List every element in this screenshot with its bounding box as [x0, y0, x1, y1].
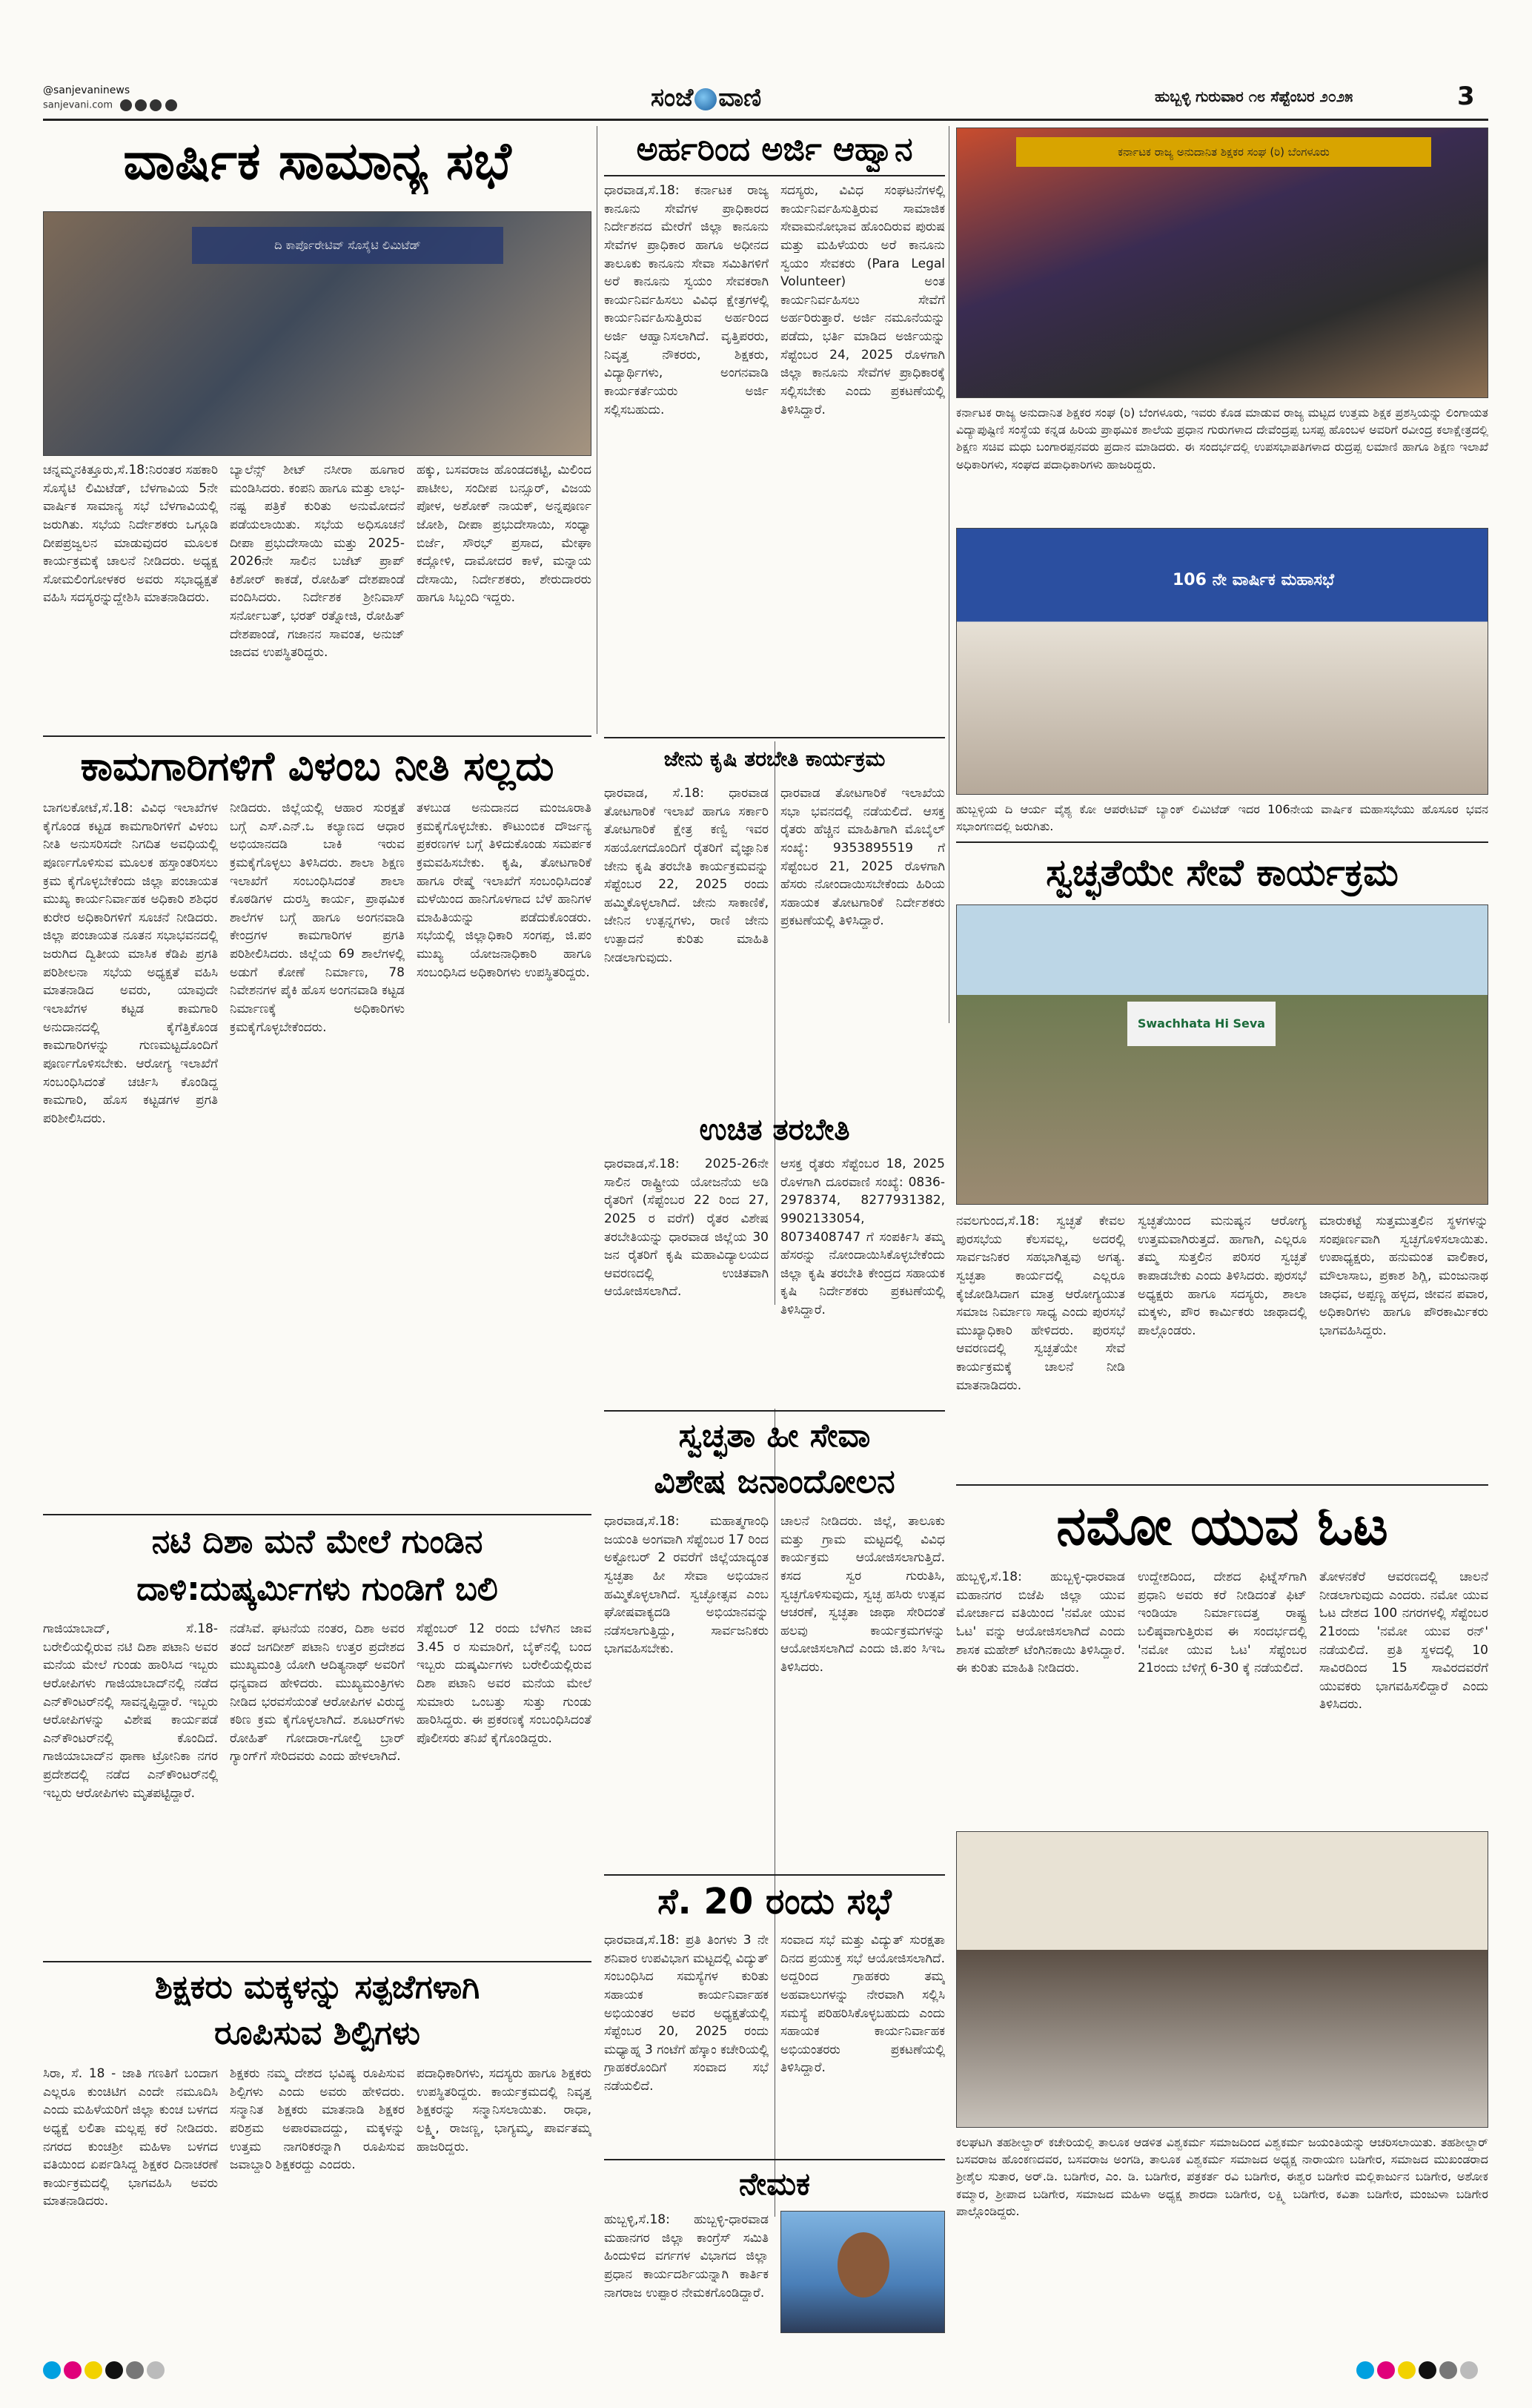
section-rule [604, 737, 945, 738]
color-registration-left [43, 2361, 168, 2382]
works-delay-col1: ಬಾಗಲಕೋಟೆ,ಸೆ.18: ವಿವಿಧ ಇಲಾಖೆಗಳ ಕೈಗೊಂಡ ಕಟ್ಟಡ ಕಾಮಗಾರಿಗಳಿಗೆ ವಿಳಂಬ ನೀತಿ ಅನುಸರಿಸದೇ ನಿಗದಿತ ಅವಧಿಯಲ್ಲಿ ಪೂರ್ಣಗೊಳಿಸುವ ಮೂಲಕ ಹಸ್ತಾಂತರಿಸಲು ಕ್ರಮ ಕೈಗೊಳ್ಳಬೇಕೆಂದು ಜಿಲ್ಲಾ ಪಂಚಾಯತ ಮುಖ್ಯ ಕಾರ್ಯನಿರ್ವಾಹಕ ಅಧಿಕಾರಿ ಶಶಿಧರ ಕುರೇರ ಅಧಿಕಾರಿಗಳಿಗೆ ಸೂಚನೆ ನೀಡಿದರು. ಜಿಲ್ಲಾ ಪಂಚಾಯತ ನೂತನ ಸಭಾಭವನದಲ್ಲಿ ಜರುಗಿದ ದ್ವಿತೀಯ ಮಾಸಿಕ ಕೆಡಿಪಿ ಪ್ರಗತಿ ಪರಿಶೀಲನಾ ಸಭೆಯ ಅಧ್ಯಕ್ಷತೆ ವಹಿಸಿ ಮಾತನಾಡಿದ ಅವರು, ಯಾವುದೇ ಇಲಾಖೆಗಳ ಕಟ್ಟಡ ಕಾಮಗಾರಿ ಅನುದಾನದಲ್ಲಿ ಕೈಗೆತ್ತಿಕೊಂಡ ಕಾಮಗಾರಿಗಳನ್ನು ಗುಣಮಟ್ಟದೊಂದಿಗೆ ಪೂರ್ಣಗೊಳಿಸಬೇಕು. ಆರೋಗ್ಯ ಇಲಾಖೆಗೆ ಸಂಬಂಧಿಸಿದಂತೆ ಚರ್ಚಿಸಿ ಕೊಂಡಿದ್ದ ಕಾಮಗಾರಿ, ಹೊಸ ಕಟ್ಟಡಗಳ ಪ್ರಗತಿ ಪರಿಶೀಲಿಸಿದರು. [43, 801, 218, 1126]
masthead-rule [43, 119, 1488, 121]
section-rule [956, 1484, 1488, 1486]
paper-logo [651, 83, 761, 113]
instagram-icon[interactable] [150, 99, 162, 111]
light-gray-dot [147, 2361, 165, 2379]
headline-appointment: ನೇಮಕ [739, 2166, 810, 2202]
headline-applications: ಅರ್ಹರಿಂದ ಅರ್ಜಿ ಆಹ್ವಾನ [636, 130, 913, 168]
headline-actress-home-line2: ದಾಳಿ:ದುಷ್ಕರ್ಮಿಗಳು ಗುಂಡಿಗೆ ಬಲಿ [136, 1570, 498, 1608]
globe-icon [694, 88, 717, 110]
magenta-dot [1377, 2361, 1395, 2379]
namo-yuva-col2: ಉದ್ದೇಶದಿಂದ, ದೇಶದ ಫಿಟ್ನೆಸ್‌ಗಾಗಿ ಪ್ರಧಾನಿ ಅವರು ಕರೆ ನೀಡಿದಂತೆ ಫಿಟ್ ಇಂಡಿಯಾ ನಿರ್ಮಾಣದತ್ತ ರಾಷ್ಟ್ರ ಬಲಿಷ್ಠವಾಗುತ್ತಿರುವ ಈ ಸಂದರ್ಭದಲ್ಲಿ 'ನಮೋ ಯುವ ಓಟ' ಸೆಪ್ಟೆಂಬರ 21ರಂದು ಬೆಳಿಗ್ಗೆ 6-30 ಕ್ಕೆ ನಡೆಯಲಿದೆ. [1138, 1570, 1307, 1676]
gray-dot [126, 2361, 144, 2379]
teachers-col3: ಪದಾಧಿಕಾರಿಗಳು, ಸದಸ್ಯರು ಹಾಗೂ ಶಿಕ್ಷಕರು ಉಪಸ್ಥಿತರಿದ್ದರು. ಕಾರ್ಯಕ್ರಮದಲ್ಲಿ ನಿವೃತ್ತ ಶಿಕ್ಷಕರನ್ನು ಸನ್ಮಾನಿಸಲಾಯಿತು. ರಾಧಾ, ಲಕ್ಷ್ಮಿ, ರಾಜಣ್ಣ, ಭಾಗ್ಯಮ್ಮ, ಪಾರ್ವತಮ್ಮ ಹಾಜರಿದ್ದರು. [417, 2066, 591, 2154]
anniversary-banner [1120, 558, 1387, 603]
photo-banner [192, 227, 503, 264]
headline-cleanliness-service: ಸ್ವಚ್ಛತೆಯೇ ಸೇವೆ ಕಾರ್ಯಕ್ರಮ [1046, 851, 1399, 894]
award-banner-text: ಕರ್ನಾಟಕ ರಾಜ್ಯ ಅನುದಾನಿತ ಶಿಕ್ಷಕರ ಸಂಘ (ರಿ) ಬೆಂಗಳೂರು [1118, 145, 1330, 159]
section-rule [43, 735, 591, 737]
namo-yuva-col3: ತೋಳನಕೆರೆ ಆವರಣದಲ್ಲಿ ಚಾಲನೆ ನೀಡಲಾಗುವುದು ಎಂದರು. ನಮೋ ಯುವ ಓಟ ದೇಶದ 100 ನಗರಗಳಲ್ಲಿ ಸೆಪ್ಟೆಂಬರ 21ರಂದು 'ನಮೋ ಯುವ ರನ್' ನಡೆಯಲಿದೆ. ಪ್ರತಿ ಸ್ಥಳದಲ್ಲಿ 10 ಸಾವಿರದಿಂದ 15 ಸಾವಿರದವರೆಗೆ ಯುವಕರು ಭಾಗವಹಿಸಲಿದ್ದಾರೆ ಎಂದು ತಿಳಿಸಿದರು. [1319, 1570, 1488, 1713]
teachers-col1: ಸಿರಾ, ಸೆ. 18 - ಜಾತಿ ಗಣತಿಗೆ ಬಂದಾಗ ಎಲ್ಲರೂ ಕುಂಚಿಟಿಗ ಎಂದೇ ನಮೂದಿಸಿ ಎಂದು ಮಹಿಳೆಯರಿಗೆ ಜಿಲ್ಲಾ ಕುಂಚ ಬಳಗದ ಅಧ್ಯಕ್ಷೆ ಲಲಿತಾ ಮಲ್ಲಪ್ಪ ಕರೆ ನೀಡಿದರು. ನಗರದ ಕುಂಚಶ್ರೀ ಮಹಿಳಾ ಬಳಗದ ವತಿಯಿಂದ ಏರ್ಪಡಿಸಿದ್ದ ಶಿಕ್ಷಕರ ದಿನಾಚರಣೆ ಕಾರ್ಯಕ್ರಮದಲ್ಲಿ ಭಾಗವಹಿಸಿ ಅವರು ಮಾತನಾಡಿದರು. [43, 2066, 218, 2209]
youtube-icon[interactable] [165, 99, 177, 111]
masthead [43, 83, 1488, 116]
works-delay-col3: ತಳಬುಡ ಅನುದಾನದ ಮಂಜೂರಾತಿ ಕ್ರಮಕೈಗೊಳ್ಳಬೇಕು. ಕೌಟುಂಬಿಕ ದೌರ್ಜನ್ಯ ಪ್ರಕರಣಗಳ ಬಗ್ಗೆ ತಿಳಿದುಕೊಂಡು ಸಮರ್ಪಕ ಕ್ರಮವಹಿಸಬೇಕು. ಕೃಷಿ, ತೋಟಗಾರಿಕೆ ಹಾಗೂ ರೇಷ್ಮೆ ಇಲಾಖೆಗೆ ಸಂಬಂಧಿಸಿದಂತೆ ಮಳೆಯಿಂದ ಹಾನಿಗೊಳಗಾದ ಬೆಳೆ ಹಾನಿಗಳ ಮಾಹಿತಿಯನ್ನು ಪಡೆದುಕೊಂಡರು. ಸಭೆಯಲ್ಲಿ ಜಿಲ್ಲಾಧಿಕಾರಿ ಸಂಗಪ್ಪ, ಜಿ.ಪಂ ಮುಖ್ಯ ಯೋಜನಾಧಿಕಾರಿ ಹಾಗೂ ಸಂಬಂಧಿಸಿದ ಅಧಿಕಾರಿಗಳು ಉಪಸ್ಥಿತರಿದ್ದರು. [417, 801, 591, 980]
special-movement-col2: ಚಾಲನೆ ನೀಡಿದರು. ಜಿಲ್ಲೆ, ತಾಲೂಕು ಮತ್ತು ಗ್ರಾಮ ಮಟ್ಟದಲ್ಲಿ ವಿವಿಧ ಕಾರ್ಯಕ್ರಮ ಆಯೋಜಿಸಲಾಗುತ್ತಿದೆ. ಕಸದ ಸ್ವರ ಗುರುತಿಸಿ, ಸ್ವಚ್ಛಗೊಳಿಸುವುದು, ಸ್ವಚ್ಛ ಹಸಿರು ಉತ್ಸವ ಆಚರಣೆ, ಸ್ವಚ್ಛತಾ ಜಾಥಾ ಸೇರಿದಂತೆ ಹಲವು ಕಾರ್ಯಕ್ರಮಗಳನ್ನು ಆಯೋಜಿಸಲಾಗಿದೆ ಎಂದು ಜಿ.ಪಂ ಸಿಇಒ ತಿಳಿಸಿದರು. [780, 1514, 945, 1676]
applications-col1: ಧಾರವಾಡ,ಸೆ.18: ಕರ್ನಾಟಕ ರಾಜ್ಯ ಕಾನೂನು ಸೇವೆಗಳ ಪ್ರಾಧಿಕಾರದ ನಿರ್ದೇಶನದ ಮೇರೆಗೆ ಜಿಲ್ಲಾ ಕಾನೂನು ಸೇವೆಗಳ ಪ್ರಾಧಿಕಾರ ಹಾಗೂ ಅಧೀನದ ತಾಲೂಕು ಕಾನೂನು ಸೇವಾ ಸಮಿತಿಗಳಿಗೆ ಅರೆ ಕಾನೂನು ಸ್ವಯಂ ಸೇವಕರಾಗಿ ಕಾರ್ಯನಿರ್ವಹಿಸಲು ವಿವಿಧ ಕ್ಷೇತ್ರಗಳಲ್ಲಿ ಕಾರ್ಯನಿರ್ವಹಿಸುತ್ತಿರುವ ಅರ್ಹರಿಂದ ಅರ್ಜಿ ಆಹ್ವಾನಿಸಲಾಗಿದೆ. ವೃತ್ತಿಪರರು, ನಿವೃತ್ತ ನೌಕರರು, ಶಿಕ್ಷಕರು, ವಿದ್ಯಾರ್ಥಿಗಳು, ಅಂಗನವಾಡಿ ಕಾರ್ಯಕರ್ತೆಯರು ಅರ್ಜಿ ಸಲ್ಲಿಸಬಹುದು. [604, 183, 769, 417]
headline-teachers-line1: ಶಿಕ್ಷಕರು ಮಕ್ಕಳನ್ನು ಸತ್ಪಜೆಗಳಾಗಿ [154, 1968, 480, 2006]
section-rule [604, 1874, 945, 1876]
headline-meeting-20th: ಸೆ. 20 ರಂದು ಸಭೆ [657, 1881, 892, 1922]
page-number: 3 [1457, 82, 1475, 111]
actress-home-col1: ಗಾಜಿಯಾಬಾದ್, ಸೆ.18- ಬರೇಲಿಯಲ್ಲಿರುವ ನಟಿ ದಿಶಾ ಪಟಾನಿ ಅವರ ಮನೆಯ ಮೇಲೆ ಗುಂಡು ಹಾರಿಸಿದ ಇಬ್ಬರು ಆರೋಪಿಗಳು ಗಾಜಿಯಾಬಾದ್‌ನಲ್ಲಿ ನಡೆದ ಎನ್‌ಕೌಂಟರ್‌ನಲ್ಲಿ ಸಾವನ್ನಪ್ಪಿದ್ದಾರೆ. ಇಬ್ಬರು ಆರೋಪಿಗಳನ್ನು ವಿಶೇಷ ಕಾರ್ಯಪಡೆ ಎನ್‌ಕೌಂಟರ್‌ನಲ್ಲಿ ಕೊಂದಿದೆ. ಗಾಜಿಯಾಬಾದ್‌ನ ಥಾಣಾ ಟ್ರೋನಿಕಾ ನಗರ ಪ್ರದೇಶದಲ್ಲಿ ನಡೆದ ಎನ್‌ಕೌಂಟರ್‌ನಲ್ಲಿ ಇಬ್ಬರು ಆರೋಪಿಗಳು ಮೃತಪಟ್ಟಿದ್ದಾರೆ. [43, 1621, 218, 1801]
vishwakarma-caption: ಕಲಘಟಗಿ ತಹಶೀಲ್ದಾರ್ ಕಚೇರಿಯಲ್ಲಿ ತಾಲೂಕ ಆಡಳಿತ ವಿಶ್ವಕರ್ಮ ಸಮಾಜದಿಂದ ವಿಶ್ವಕರ್ಮ ಜಯಂತಿಯನ್ನು ಆಚರಿಸಲಾಯಿತು. ತಹಶೀಲ್ದಾರ್ ಬಸವರಾಜ ಹೊಂಕಣದವರ, ಬಸವರಾಜ ಅಂಗಡಿ, ತಾಲೂಕ ವಿಶ್ವಕರ್ಮ ಸಮಾಜದ ಅಧ್ಯಕ್ಷ ನಾರಾಯಣ ಬಡಿಗೇರ, ಸಮಾಜದ ಮುಖಂಡರಾದ ಶ್ರೀಶೈಲ ಸುತಾರ, ಅರ್.ಡಿ. ಬಡಿಗೇರ, ಎಂ. ಡಿ. ಬಡಿಗೇರ, ಪತ್ರಕರ್ತ ರವಿ ಬಡಿಗೇರ, ಈಶ್ವರ ಬಡಿಗೇರ ಮಲ್ಲಿಕಾರ್ಜುನ ಬಡಿಗೇರ, ಅಶೋಕ ಕಮ್ಮಾರ, ಶ್ರೀಪಾದ ಬಡಿಗೇರ, ಸಮಾಜದ ಮಹಿಳಾ ಅಧ್ಯಕ್ಷ ಶಾರದಾ ಬಡಿಗೇರ, ಲಕ್ಷ್ಮಿ ಬಡಿಗೇರ, ಕವಿತಾ ಬಡಿಗೇರ, ಮಂಜುಳಾ ಬಡಿಗೇರ ಪಾಲ್ಗೊಂಡಿದ್ದರು. [956, 2135, 1488, 2218]
date-line: ಹುಬ್ಬಳ್ಳಿ ಗುರುವಾರ ೧೮ ಸೆಪ್ಟೆಂಬರ ೨೦೨೫ [1155, 87, 1353, 105]
twitter-icon[interactable] [135, 99, 147, 111]
headline-namo-yuva: ನಮೋ ಯುವ ಓಟ [1056, 1495, 1388, 1557]
annual-meeting-col3: ಹಕ್ಕು, ಬಸವರಾಜ ಹೊಂಡದಕಟ್ಟಿ, ಮಿಲಿಂದ ಪಾಟೀಲ, ಸಂದೀಪ ಬನ್ಸೂರ್, ವಿಜಯ ಪೋಳ, ಅಶೋಕ್ ನಾಯಕ್, ಅನ್ನಪೂರ್ಣ ಜೋಶಿ, ದೀಪಾ ಪ್ರಭುದೇಸಾಯಿ, ಸಂಧ್ಯಾ ಬಿರ್ಜೆ, ಸೌರಭ್ ಪ್ರಸಾದ, ಮೇಘಾ ಕದ್ಲೋಳಿ, ದಾಮೋದರ ಕಾಳೆ, ಮನ್ನಾಯ ದೇಸಾಯಿ, ನಿರ್ದೇಶಕರು, ಶೇರುದಾರರು ಹಾಗೂ ಸಿಬ್ಬಂದಿ ಇದ್ದರು. [417, 463, 591, 606]
bee-training-col2: ಧಾರವಾಡ ತೋಟಗಾರಿಕೆ ಇಲಾಖೆಯ ಸಭಾ ಭವನದಲ್ಲಿ ನಡೆಯಲಿದೆ. ಆಸಕ್ತ ರೈತರು ಹೆಚ್ಚಿನ ಮಾಹಿತಿಗಾಗಿ ಮೊಬೈಲ್ ಸಂಖ್ಯೆ: 9353895519 ಗೆ ಸೆಪ್ಟೆಂಬರ 21, 2025 ರೊಳಗಾಗಿ ಹೆಸರು ನೋಂದಾಯಿಸಬೇಕೆಂದು ಹಿರಿಯ ಸಹಾಯಕ ತೋಟಗಾರಿಕೆ ನಿರ್ದೇಶಕರು ಪ್ರಕಟಣೆಯಲ್ಲಿ ತಿಳಿಸಿದ್ದಾರೆ. [780, 786, 945, 929]
social-icons [43, 99, 177, 111]
cleanliness-col2: ಸ್ವಚ್ಛತೆಯಿಂದ ಮನುಷ್ಯನ ಆರೋಗ್ಯ ಉತ್ತಮವಾಗಿರುತ್ತದೆ. ಹಾಗಾಗಿ, ಎಲ್ಲರೂ ತಮ್ಮ ಸುತ್ತಲಿನ ಪರಿಸರ ಸ್ವಚ್ಛತೆ ಕಾಪಾಡಬೇಕು ಎಂದು ತಿಳಿಸಿದರು. ಪುರಸಭೆ ಅಧ್ಯಕ್ಷರು ಹಾಗೂ ಸದಸ್ಯರು, ಶಾಲಾ ಮಕ್ಕಳು, ಪೌರ ಕಾರ್ಮಿಕರು ಜಾಥಾದಲ್ಲಿ ಪಾಲ್ಗೊಂಡರು. [1138, 1214, 1307, 1338]
section-rule [956, 841, 1488, 843]
paper-name-left: ಸಂಜೆ [651, 83, 694, 113]
magenta-dot [64, 2361, 82, 2379]
photo-banner-text: ದಿ ಕಾರ್ಪೊರೇಟಿವ್ ಸೊಸೈಟಿ ಲಿಮಿಟೆಡ್ [274, 238, 421, 252]
free-training-col2: ಆಸಕ್ತ ರೈತರು ಸೆಪ್ಟೆಂಬರ 18, 2025 ರೊಳಗಾಗಿ ದೂರವಾಣಿ ಸಂಖ್ಯೆ: 0836-2978374, 8277931382, 9902133054, 8073408747 ಗೆ ಸಂಪರ್ಕಿಸಿ ತಮ್ಮ ಹೆಸರನ್ನು ನೋಂದಾಯಿಸಿಕೊಳ್ಳಬೇಕೆಂದು ಜಿಲ್ಲಾ ಕೃಷಿ ತರಬೇತಿ ಕೇಂದ್ರದ ಸಹಾಯಕ ಕೃಷಿ ನಿರ್ದೇಶಕರು ಪ್ರಕಟಣೆಯಲ್ಲಿ ತಿಳಿಸಿದ್ದಾರೆ. [780, 1157, 945, 1318]
yellow-dot [84, 2361, 102, 2379]
anniversary-banner-text: 106 ನೇ ವಾರ್ಷಿಕ ಮಹಾಸಭೆ [1172, 571, 1335, 589]
facebook-icon[interactable] [120, 99, 132, 111]
black-dot [105, 2361, 123, 2379]
bank-anniversary-caption: ಹುಬ್ಬಳ್ಳಿಯ ದಿ ಆರ್ಯ ವೈಶ್ಯ ಕೋ ಆಪರೇಟಿವ್ ಬ್ಯಾಂಕ್ ಲಿಮಿಟೆಡ್ ಇದರ 106ನೇಯ ವಾರ್ಷಿಕ ಮಹಾಸಭೆಯು ಹೊಸೂರ ಭವನ ಸಭಾಂಗಣದಲ್ಲಿ ಜರುಗಿತು. [956, 802, 1488, 834]
section-rule [604, 2159, 945, 2160]
gray-dot [1439, 2361, 1457, 2379]
portrait-face [838, 2232, 889, 2298]
namo-yuva-col1: ಹುಬ್ಬಳ್ಳಿ,ಸೆ.18: ಹುಬ್ಬಳ್ಳಿ-ಧಾರವಾಡ ಮಹಾನಗರ ಬಿಜೆಪಿ ಜಿಲ್ಲಾ ಯುವ ಮೋರ್ಚಾದ ವತಿಯಿಂದ 'ನಮೋ ಯುವ ಓಟ' ವನ್ನು ಆಯೋಜಿಸಲಾಗಿದೆ ಎಂದು ಶಾಸಕ ಮಹೇಶ್ ಟೆಂಗಿನಕಾಯಿ ತಿಳಿಸಿದ್ದಾರೆ. ಈ ಕುರಿತು ಮಾಹಿತಿ ನೀಡಿದರು. [956, 1570, 1125, 1676]
works-delay-col2: ನೀಡಿದರು. ಜಿಲ್ಲೆಯಲ್ಲಿ ಆಹಾರ ಸುರಕ್ಷತೆ ಬಗ್ಗೆ ಎಸ್.ಎನ್.ಒ ಕಲ್ಯಾಣದ ಆಧಾರ ಅಭಿಯಾನದಡಿ ಬಾಕಿ ಇರುವ ಕ್ರಮಕೈಗೊಳ್ಳಲು ತಿಳಿಸಿದರು. ಶಾಲಾ ಶಿಕ್ಷಣ ಇಲಾಖೆಗೆ ಸಂಬಂಧಿಸಿದಂತೆ ಶಾಲಾ ಕೊಠಡಿಗಳ ದುರಸ್ತಿ ಕಾರ್ಯ, ಪ್ರಾಥಮಿಕ ಶಾಲೆಗಳ ಬಗ್ಗೆ ಹಾಗೂ ಅಂಗನವಾಡಿ ಕೇಂದ್ರಗಳ ಕಾಮಗಾರಿಗಳ ಪ್ರಗತಿ ಪರಿಶೀಲಿಸಿದರು. ಜಿಲ್ಲೆಯ 69 ಶಾಲೆಗಳಲ್ಲಿ ಅಡುಗೆ ಕೋಣೆ ನಿರ್ಮಾಣ, 78 ನಿವೇಶನಗಳ ಪೈಕಿ ಹೊಸ ಅಂಗನವಾಡಿ ಕಟ್ಟಡ ನಿರ್ಮಾಣಕ್ಕೆ ಅಧಿಕಾರಿಗಳು ಕ್ರಮಕೈಗೊಳ್ಳಬೇಕೆಂದರು. [230, 801, 405, 1035]
award-stage-banner [1016, 137, 1431, 167]
headline-works-delay: ಕಾಮಗಾರಿಗಳಿಗೆ ವಿಳಂಬ ನೀತಿ ಸಲ್ಲದು [80, 743, 554, 790]
applications-underline [604, 175, 945, 176]
annual-meeting-col1: ಚನ್ನಮ್ಮನಕಿತ್ತೂರು,ಸೆ.18:ನಿರಂತರ ಸಹಕಾರಿ ಸೊಸೈಟಿ ಲಿಮಿಟೆಡ್, ಬೆಳಗಾವಿಯ 5ನೇ ವಾರ್ಷಿಕ ಸಾಮಾನ್ಯ ಸಭೆ ಬೆಳಗಾವಿಯಲ್ಲಿ ಜರುಗಿತು. ಸಭೆಯ ನಿರ್ದೇಶಕರು ಒಗ್ಗೂಡಿ ದೀಪಪ್ರಜ್ವಲನ ಮಾಡುವುದರ ಮೂಲಕ ಕಾರ್ಯಕ್ರಮಕ್ಕೆ ಚಾಲನೆ ನೀಡಿದರು. ಅಧ್ಯಕ್ಷ ಸೋಮಲಿಂಗೋಳಕರ ಅವರು ಸಭಾಧ್ಯಕ್ಷತೆ ವಹಿಸಿ ಸದಸ್ಯರನ್ನುದ್ದೇಶಿಸಿ ಮಾತನಾಡಿದರು. [43, 463, 218, 606]
teachers-award-photo [956, 128, 1488, 398]
meeting-20th-col2: ಸಂವಾದ ಸಭೆ ಮತ್ತು ವಿದ್ಯುತ್ ಸುರಕ್ಷತಾ ದಿನದ ಪ್ರಯುಕ್ತ ಸಭೆ ಆಯೋಜಿಸಲಾಗಿದೆ. ಅದ್ದರಿಂದ ಗ್ರಾಹಕರು ತಮ್ಮ ಅಹವಾಲುಗಳನ್ನು ನೇರವಾಗಿ ಸಲ್ಲಿಸಿ ಸಮಸ್ಯೆ ಪರಿಹರಿಸಿಕೊಳ್ಳಬಹುದು ಎಂದು ಸಹಾಯಕ ಕಾರ್ಯನಿರ್ವಾಹಕ ಅಭಿಯಂತರರು ಪ್ರಕಟಣೆಯಲ್ಲಿ ತಿಳಿಸಿದ್ದಾರೆ. [780, 1933, 945, 2076]
cleanliness-col1: ನವಲಗುಂದ,ಸೆ.18: ಸ್ವಚ್ಛತೆ ಕೇವಲ ಪುರಸಭೆಯ ಕೆಲಸವಲ್ಲ, ಅದರಲ್ಲಿ ಸಾರ್ವಜನಿಕರ ಸಹಭಾಗಿತ್ವವು ಅಗತ್ಯ. ಸ್ವಚ್ಛತಾ ಕಾರ್ಯದಲ್ಲಿ ಎಲ್ಲರೂ ಕೈಜೋಡಿಸಿದಾಗ ಮಾತ್ರ ಆರೋಗ್ಯಯುತ ಸಮಾಜ ನಿರ್ಮಾಣ ಸಾಧ್ಯ ಎಂದು ಪುರಸಭೆ ಮುಖ್ಯಾಧಿಕಾರಿ ಹೇಳಿದರು. ಪುರಸಭೆ ಆವರಣದಲ್ಲಿ ಸ್ವಚ್ಛತೆಯೇ ಸೇವೆ ಕಾರ್ಯಕ್ರಮಕ್ಕೆ ಚಾಲನೆ ನೀಡಿ ಮಾತನಾಡಿದರು. [956, 1214, 1125, 1393]
special-movement-col1: ಧಾರವಾಡ,ಸೆ.18: ಮಹಾತ್ಮಗಾಂಧಿ ಜಯಂತಿ ಅಂಗವಾಗಿ ಸೆಪ್ಟೆಂಬರ 17 ರಿಂದ ಅಕ್ಟೋಬರ್ 2 ರವರೆಗೆ ಜಿಲ್ಲೆಯಾದ್ಯಂತ ಸ್ವಚ್ಛತಾ ಹೀ ಸೇವಾ ಅಭಿಯಾನ ಹಮ್ಮಿಕೊಳ್ಳಲಾಗಿದೆ. ಸ್ವಚ್ಛೋತ್ಸವ ಎಂಬ ಘೋಷವಾಕ್ಯದಡಿ ಅಭಿಯಾನವನ್ನು ನಡೆಸಲಾಗುತ್ತಿದ್ದು, ಸಾರ್ವಜನಿಕರು ಭಾಗವಹಿಸಬೇಕು. [604, 1514, 769, 1657]
headline-teachers-line2: ರೂಪಿಸುವ ಶಿಲ್ಪಿಗಳು [214, 2014, 420, 2052]
annual-meeting-col2: ಬ್ಯಾಲೆನ್ಸ್ ಶೀಟ್ ನಸೀರಾ ಹೂಗಾರ ಮಂಡಿಸಿದರು. ಕಂಪನಿ ಹಾಗೂ ಮತ್ತು ಲಾಭ-ನಷ್ಟ ಪತ್ರಿಕೆ ಕುರಿತು ಅನುಮೋದನೆ ಪಡೆಯಲಾಯಿತು. ಸಭೆಯ ಅಧಿಸೂಚನೆ ದೀಪಾ ಪ್ರಭುದೇಸಾಯಿ ಮತ್ತು 2025-2026ನೇ ಸಾಲಿನ ಬಜೆಟ್ ಪ್ರಾಪ್ ಕಿಶೋರ್ ಕಾಕಡೆ, ರೋಹಿತ್ ದೇಶಪಾಂಡೆ ವಂದಿಸಿದರು. ನಿರ್ದೇಶಕ ಶ್ರೀನಿವಾಸ್ ಸರ್ನೋಬತ್, ಭರತ್ ರತ್ನೋಜಿ, ರೋಹಿತ್ ದೇಶಪಾಂಡೆ, ಗಜಾನನ ಸಾವಂತ, ಅನುಜ್ ಜಾದವ ಉಪಸ್ಥಿತರಿದ್ದರು. [230, 463, 405, 661]
cyan-dot [43, 2361, 61, 2379]
applications-col2: ಸದಸ್ಯರು, ವಿವಿಧ ಸಂಘಟನೆಗಳಲ್ಲಿ ಕಾರ್ಯನಿರ್ವಹಿಸುತ್ತಿರುವ ಸಾಮಾಜಿಕ ಸೇವಾಮನೋಭಾವ ಹೊಂದಿರುವ ಪುರುಷ ಮತ್ತು ಮಹಿಳೆಯರು ಅರೆ ಕಾನೂನು ಸ್ವಯಂ ಸೇವಕರು (Para Legal Volunteer) ಅಂತ ಕಾರ್ಯನಿರ್ವಹಿಸಲು ಸೇವೆಗೆ ಅರ್ಹರಿರುತ್ತಾರೆ. ಅರ್ಜಿ ನಮೂನೆಯನ್ನು ಪಡೆದು, ಭರ್ತಿ ಮಾಡಿದ ಅರ್ಜಿಯನ್ನು ಸೆಪ್ಟೆಂಬರ 24, 2025 ರೊಳಗಾಗಿ ಜಿಲ್ಲಾ ಕಾನೂನು ಸೇವೆಗಳ ಪ್ರಾಧಿಕಾರಕ್ಕೆ ಸಲ್ಲಿಸಬೇಕು ಎಂದು ಪ್ರಕಟಣೆಯಲ್ಲಿ ತಿಳಿಸಿದ್ದಾರೆ. [780, 183, 945, 417]
color-registration-right [1356, 2361, 1481, 2382]
cleanliness-banner [1127, 1002, 1276, 1046]
teachers-award-caption: ಕರ್ನಾಟಕ ರಾಜ್ಯ ಅನುದಾನಿತ ಶಿಕ್ಷಕರ ಸಂಘ (ರಿ) ಬೆಂಗಳೂರು, ಇವರು ಕೊಡ ಮಾಡುವ ರಾಜ್ಯ ಮಟ್ಟದ ಉತ್ತಮ ಶಿಕ್ಷಕ ಪ್ರಶಸ್ತಿಯನ್ನು ಲಿಂಗಾಯತ ವಿದ್ಯಾಪುಷ್ಟಿಣಿ ಸಂಸ್ಥೆಯ ಕನ್ನಡ ಹಿರಿಯ ಪ್ರಾಥಮಿಕ ಶಾಲೆಯ ಪ್ರಧಾನ ಗುರುಗಳಾದ ದೇವೆಂದ್ರಪ್ಪ ಬಸಪ್ಪ ಹೊಂಬಳ ಅವರಿಗೆ ರವೀಂದ್ರ ಕಲಾಕ್ಷೇತ್ರದಲ್ಲಿ ಶಿಕ್ಷಣ ಸಚಿವ ಮಧು ಬಂಗಾರಪ್ಪನವರು ಪ್ರದಾನ ಮಾಡಿದರು. ಈ ಸಂದರ್ಭದಲ್ಲಿ ಉಪಸಭಾಪತಿಗಳಾದ ರುದ್ರಪ್ಪ ಲಮಾಣಿ ಹಾಗೂ ಶಿಕ್ಷಣ ಇಲಾಖೆ ಅಧಿಕಾರಿಗಳು, ಸಂಘದ ಪದಾಧಿಕಾರಿಗಳು ಹಾಜರಿದ್ದರು. [956, 406, 1488, 472]
annual-meeting-photo [43, 211, 591, 456]
actress-home-col3: ಸೆಪ್ಟೆಂಬರ್ 12 ರಂದು ಬೆಳಗಿನ ಜಾವ 3.45 ರ ಸುಮಾರಿಗೆ, ಬೈಕ್‌ನಲ್ಲಿ ಬಂದ ಇಬ್ಬರು ದುಷ್ಕರ್ಮಿಗಳು ಬರೇಲಿಯಲ್ಲಿರುವ ದಿಶಾ ಪಟಾನಿ ಅವರ ಮನೆಯ ಮೇಲೆ ಸುಮಾರು ಒಂಬತ್ತು ಸುತ್ತು ಗುಂಡು ಹಾರಿಸಿದ್ದರು. ಈ ಪ್ರಕರಣಕ್ಕೆ ಸಂಬಂಧಿಸಿದಂತೆ ಪೊಲೀಸರು ತನಿಖೆ ಕೈಗೊಂಡಿದ್ದರು. [417, 1621, 591, 1746]
light-gray-dot [1460, 2361, 1478, 2379]
section-rule [43, 1514, 591, 1515]
vishwakarma-photo [956, 1831, 1488, 2128]
teachers-col2: ಶಿಕ್ಷಕರು ನಮ್ಮ ದೇಶದ ಭವಿಷ್ಯ ರೂಪಿಸುವ ಶಿಲ್ಪಿಗಳು ಎಂದು ಅವರು ಹೇಳಿದರು. ಸನ್ಮಾನಿತ ಶಿಕ್ಷಕರು ಮಾತನಾಡಿ ಶಿಕ್ಷಕರ ಪರಿಶ್ರಮ ಅಪಾರವಾದದ್ದು, ಮಕ್ಕಳನ್ನು ಉತ್ತಮ ನಾಗರಿಕರನ್ನಾಗಿ ರೂಪಿಸುವ ಜವಾಬ್ದಾರಿ ಶಿಕ್ಷಕರದ್ದು ಎಂದರು. [230, 2066, 405, 2173]
paper-name-right: ವಾಣಿ [718, 83, 762, 113]
cleanliness-banner-text: Swachhata Hi Seva [1137, 1016, 1266, 1031]
social-handle: @sanjevaninews [43, 85, 130, 96]
bank-anniversary-photo [956, 528, 1488, 795]
headline-special-movement-line1: ಸ್ವಚ್ಛತಾ ಹೀ ಸೇವಾ [678, 1417, 871, 1455]
cyan-dot [1356, 2361, 1374, 2379]
cleanliness-col3: ಮಾರುಕಟ್ಟೆ ಸುತ್ತಮುತ್ತಲಿನ ಸ್ಥಳಗಳನ್ನು ಸಂಪೂರ್ಣವಾಗಿ ಸ್ವಚ್ಛಗೊಳಿಸಲಾಯಿತು. ಉಪಾಧ್ಯಕ್ಷರು, ಹನುಮಂತ ವಾಲಿಕಾರ, ಮೌಲಾಸಾಬ, ಪ್ರಕಾಶ ಶಿಗ್ಲಿ, ಮಂಜುನಾಥ ಜಾಧವ, ಅಪ್ಪಣ್ಣ ಹಳ್ಳದ, ಜೀವನ ಪವಾರ, ಅಧಿಕಾರಿಗಳು ಹಾಗೂ ಪೌರಕಾರ್ಮಿಕರು ಭಾಗವಹಿಸಿದ್ದರು. [1319, 1214, 1488, 1338]
bee-training-col1: ಧಾರವಾಡ, ಸೆ.18: ಧಾರವಾಡ ತೋಟಗಾರಿಕೆ ಇಲಾಖೆ ಹಾಗೂ ಸರ್ಕಾರಿ ತೋಟಗಾರಿಕೆ ಕ್ಷೇತ್ರ ಕಣ್ವಿ ಇವರ ಸಹಯೋಗದೊಂದಿಗೆ ರೈತರಿಗೆ ವೈಜ್ಞಾನಿಕ ಜೇನು ಕೃಷಿ ತರಬೇತಿ ಕಾರ್ಯಕ್ರಮವನ್ನು ಸೆಪ್ಟೆಂಬರ 22, 2025 ರಂದು ಹಮ್ಮಿಕೊಳ್ಳಲಾಗಿದೆ. ಜೇನು ಸಾಕಾಣಿಕೆ, ಜೇನಿನ ಉತ್ಪನ್ನಗಳು, ರಾಣಿ ಜೇನು ಉತ್ಪಾದನೆ ಕುರಿತು ಮಾಹಿತಿ ನೀಡಲಾಗುವುದು. [604, 786, 769, 965]
meeting-20th-col1: ಧಾರವಾಡ,ಸೆ.18: ಪ್ರತಿ ತಿಂಗಳು 3 ನೇ ಶನಿವಾರ ಉಪವಿಭಾಗ ಮಟ್ಟದಲ್ಲಿ ವಿದ್ಯುತ್ ಸಂಬಂಧಿಸಿದ ಸಮಸ್ಯೆಗಳ ಕುರಿತು ಸಹಾಯಕ ಕಾರ್ಯನಿರ್ವಾಹಕ ಅಭಿಯಂತರ ಅವರ ಅಧ್ಯಕ್ಷತೆಯಲ್ಲಿ ಸೆಪ್ಟೆಂಬರ 20, 2025 ರಂದು ಮಧ್ಯಾಹ್ನ 3 ಗಂಟೆಗೆ ಹೆಸ್ಕಾಂ ಕಚೇರಿಯಲ್ಲಿ ಗ್ರಾಹಕರೊಂದಿಗೆ ಸಂವಾದ ಸಭೆ ನಡೆಯಲಿದೆ. [604, 1933, 769, 2094]
website-link[interactable]: sanjevani.com [43, 99, 113, 111]
black-dot [1419, 2361, 1436, 2379]
headline-annual-meeting: ವಾರ್ಷಿಕ ಸಾಮಾನ್ಯ ಸಭೆ [123, 130, 511, 191]
free-training-col1: ಧಾರವಾಡ,ಸೆ.18: 2025-26ನೇ ಸಾಲಿನ ರಾಷ್ಟ್ರೀಯ ಯೋಜನೆಯ ಅಡಿ ರೈತರಿಗೆ (ಸೆಪ್ಟೆಂಬರ 22 ರಿಂದ 27, 2025 ರ ವರೆಗೆ) ರೈತರ ವಿಶೇಷ ತರಬೇತಿಯನ್ನು ಧಾರವಾಡ ಜಿಲ್ಲೆಯ 30 ಜನ ರೈತರಿಗೆ ಕೃಷಿ ಮಹಾವಿದ್ಯಾಲಯದ ಆವರಣದಲ್ಲಿ ಉಚಿತವಾಗಿ ಆಯೋಜಿಸಲಾಗಿದೆ. [604, 1157, 769, 1300]
headline-special-movement-line2: ವಿಶೇಷ ಜನಾಂದೋಲನ [654, 1463, 895, 1501]
yellow-dot [1398, 2361, 1416, 2379]
section-rule [43, 1961, 591, 1962]
actress-home-col2: ನಡೆಸಿವೆ. ಘಟನೆಯ ನಂತರ, ದಿಶಾ ಅವರ ತಂದೆ ಜಗದೀಶ್ ಪಟಾನಿ ಉತ್ತರ ಪ್ರದೇಶದ ಮುಖ್ಯಮಂತ್ರಿ ಯೋಗಿ ಆದಿತ್ಯನಾಥ್ ಅವರಿಗೆ ಧನ್ಯವಾದ ಹೇಳಿದರು. ಮುಖ್ಯಮಂತ್ರಿಗಳು ನೀಡಿದ ಭರವಸೆಯಂತೆ ಆರೋಪಿಗಳ ವಿರುದ್ಧ ಕಠಿಣ ಕ್ರಮ ಕೈಗೊಳ್ಳಲಾಗಿದೆ. ಶೂಟರ್‌ಗಳು ರೋಹಿತ್ ಗೋದಾರಾ-ಗೋಲ್ಡಿ ಬ್ರಾರ್ ಗ್ಯಾಂಗ್‌ಗೆ ಸೇರಿದವರು ಎಂದು ಹೇಳಲಾಗಿದೆ. [230, 1621, 405, 1764]
cleanliness-photo [956, 904, 1488, 1205]
section-rule [604, 1410, 945, 1412]
headline-bee-training: ಜೇನು ಕೃಷಿ ತರಬೇತಿ ಕಾರ್ಯಕ್ರಮ [663, 747, 886, 771]
appointment-portrait [780, 2211, 945, 2333]
headline-free-training: ಉಚಿತ ತರಬೇತಿ [699, 1113, 850, 1147]
appointment-text: ಹುಬ್ಬಳ್ಳಿ,ಸೆ.18: ಹುಬ್ಬಳ್ಳಿ-ಧಾರವಾಡ ಮಹಾನಗರ ಜಿಲ್ಲಾ ಕಾಂಗ್ರೆಸ್ ಸಮಿತಿ ಹಿಂದುಳಿದ ವರ್ಗಗಳ ವಿಭಾಗದ ಜಿಲ್ಲಾ ಪ್ರಧಾನ ಕಾರ್ಯದರ್ಶಿಯನ್ನಾಗಿ ಕಾರ್ತಿಕ ನಾಗರಾಜ ಉಪ್ಪಾರ ನೇಮಕಗೊಂಡಿದ್ದಾರೆ. [604, 2212, 769, 2300]
headline-actress-home-line1: ನಟಿ ದಿಶಾ ಮನೆ ಮೇಲೆ ಗುಂಡಿನ [151, 1523, 483, 1561]
